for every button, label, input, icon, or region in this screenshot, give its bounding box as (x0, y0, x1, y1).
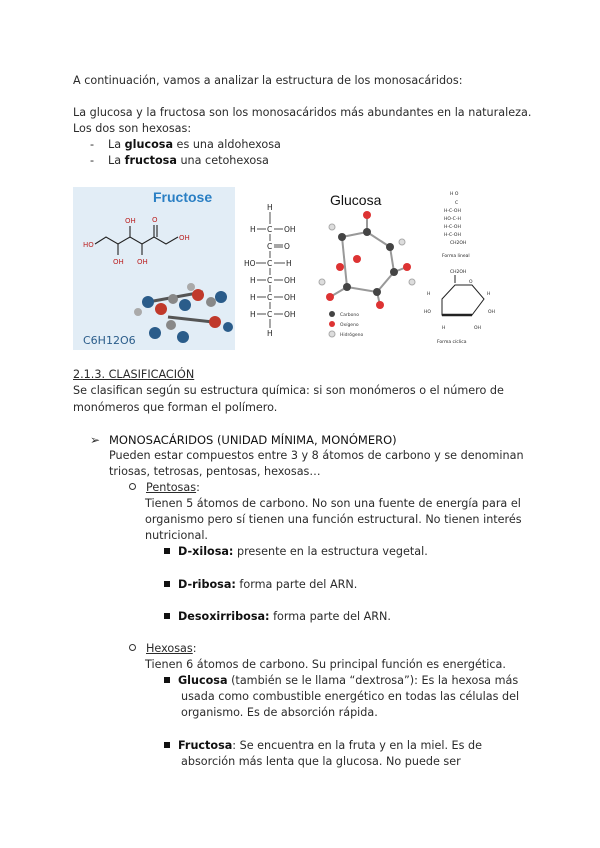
paragraph-line: usada como combustible energético en todas las células del (181, 690, 520, 703)
paragraph-line: Se clasifican según su estructura química: si son monómeros o el número de (73, 384, 504, 397)
fructose-title: Fructose (153, 189, 213, 205)
paragraph-line: organismo. Es de absorción rápida. (181, 706, 378, 719)
svg-text:OH: OH (488, 310, 495, 315)
square-bullet-icon (164, 581, 170, 587)
glucosa-model-image (312, 187, 420, 347)
svg-text:H O: H O (450, 192, 459, 197)
svg-text:H: H (250, 293, 256, 302)
paragraph-line: absorción más lenta que la glucosa. No puede ser (181, 755, 461, 768)
svg-text:H: H (267, 329, 273, 338)
fructose-image (73, 187, 235, 350)
paragraph-line: La glucosa y la fructosa son los monosacáridos más abundantes en la naturaleza. (73, 106, 532, 119)
svg-text:H: H (250, 310, 256, 319)
svg-text:OH: OH (284, 225, 296, 234)
svg-text:C: C (267, 276, 273, 285)
forma-ciclica-label: Forma cíclica (437, 340, 467, 345)
list-item: - La glucosa es una aldohexosa (90, 138, 281, 151)
list-item: Fructosa: Se encuentra en la fruta y en la miel. Es de (164, 738, 482, 754)
paragraph-line: organismo pero sí tienen una función estructural. No tienen interés (145, 513, 522, 526)
svg-text:CH2OH: CH2OH (450, 270, 467, 275)
mono-title: MONOSACÁRIDOS (UNIDAD MÍNIMA, MONÓMERO) (109, 433, 397, 447)
svg-text:C: C (267, 242, 273, 251)
list-item: Glucosa (también se le llama “dextrosa”): Es la hexosa más (164, 673, 518, 689)
svg-text:HO-C-H: HO-C-H (444, 217, 461, 222)
svg-text:C: C (455, 201, 459, 206)
svg-text:H-C-OH: H-C-OH (444, 209, 461, 214)
circle-bullet-icon (129, 483, 136, 490)
glucose-forms-image (422, 187, 502, 347)
forma-lineal-label: Forma lineal (442, 254, 470, 259)
svg-text:OH: OH (179, 234, 190, 242)
legend-hidrogeno: Hidrógeno (340, 333, 364, 338)
svg-text:OH: OH (113, 258, 124, 266)
square-bullet-icon (164, 677, 170, 683)
svg-text:OH: OH (284, 310, 296, 319)
paragraph-line: Pueden estar compuestos entre 3 y 8 átomos de carbono y se denominan (109, 449, 524, 462)
square-bullet-icon (164, 742, 170, 748)
paragraph-line: nutricional. (145, 529, 208, 542)
svg-text:H: H (442, 326, 446, 331)
list-item: D-ribosa: forma parte del ARN. (164, 577, 357, 593)
svg-text:HO: HO (424, 310, 431, 315)
section-heading: 2.1.3. CLASIFICACIÓN (73, 368, 195, 381)
list-item: D-xilosa: presente en la estructura vegetal. (164, 544, 428, 560)
arrow-bullet-icon: ➢ (90, 433, 101, 447)
svg-text:H: H (250, 276, 256, 285)
svg-text:H: H (286, 259, 292, 268)
list-item: - La fructosa una cetohexosa (90, 154, 269, 167)
svg-text:O: O (152, 216, 158, 224)
svg-text:C: C (267, 259, 273, 268)
svg-text:H: H (250, 225, 256, 234)
svg-text:O: O (284, 242, 290, 251)
paragraph-line: Los dos son hexosas: (73, 122, 192, 135)
square-bullet-icon (164, 548, 170, 554)
paragraph-line: Tienen 5 átomos de carbono. No son una fuente de energía para el (145, 497, 521, 510)
svg-text:C: C (267, 293, 273, 302)
fischer-projection-image (240, 200, 302, 340)
paragraph-line: triosas, tetrosas, pentosas, hexosas… (109, 465, 321, 478)
dash-bullet: - (90, 138, 95, 151)
svg-text:O: O (469, 280, 473, 285)
svg-text:OH: OH (284, 276, 296, 285)
svg-text:H-C-OH: H-C-OH (444, 233, 461, 238)
svg-text:C: C (267, 310, 273, 319)
glucosa-title: Glucosa (330, 192, 382, 208)
subsection-pentosas: Pentosas: (129, 480, 200, 496)
svg-text:HO: HO (83, 241, 94, 249)
paragraph-line: monómeros que forman el polímero. (73, 401, 278, 414)
dash-bullet: - (90, 154, 95, 167)
svg-text:OH: OH (284, 293, 296, 302)
svg-text:H: H (487, 292, 491, 297)
square-bullet-icon (164, 613, 170, 619)
circle-bullet-icon (129, 644, 136, 651)
svg-text:OH: OH (474, 326, 481, 331)
svg-text:OH: OH (137, 258, 148, 266)
intro-text: A continuación, vamos a analizar la estructura de los monosacáridos: (73, 74, 463, 87)
svg-text:OH: OH (125, 217, 136, 225)
svg-text:HO: HO (244, 259, 256, 268)
svg-text:H: H (267, 203, 273, 212)
svg-text:H-C-OH: H-C-OH (444, 225, 461, 230)
legend-oxigeno: Oxígeno (340, 323, 359, 328)
fructose-formula: C6H12O6 (83, 334, 136, 347)
svg-text:C: C (267, 225, 273, 234)
list-item: Desoxirribosa: forma parte del ARN. (164, 609, 391, 625)
svg-text:CH2OH: CH2OH (450, 241, 467, 246)
paragraph-line: Tienen 6 átomos de carbono. Su principal función es energética. (145, 658, 506, 671)
subsection-hexosas: Hexosas: (129, 641, 197, 657)
svg-text:H: H (427, 292, 431, 297)
legend-carbono: Carbono (340, 313, 359, 318)
